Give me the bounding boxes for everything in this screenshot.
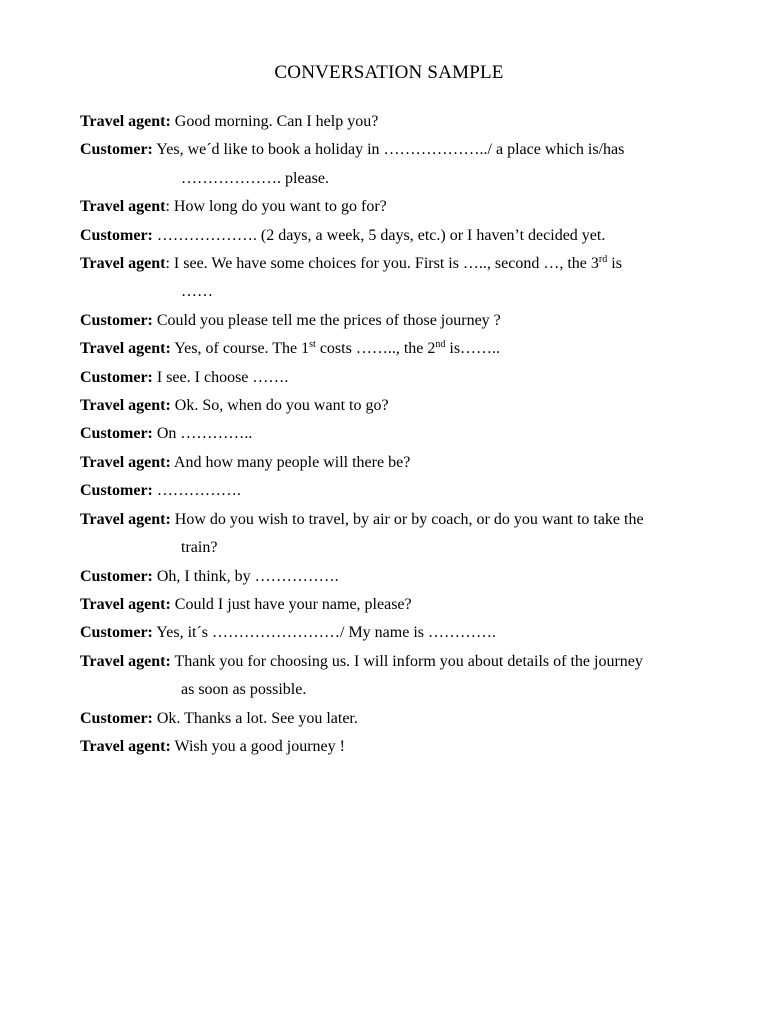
dialogue-turn <box>80 733 720 761</box>
speaker-label: Travel agent <box>80 255 166 273</box>
dialogue-turn <box>80 477 720 505</box>
dialogue-text: : How long do you want to go for? <box>165 198 387 216</box>
dialogue-turn <box>80 108 720 136</box>
dialogue-text: Ok. So, when do you want to go? <box>170 397 389 415</box>
dialogue-turn <box>80 506 720 563</box>
dialogue-text: Thank you for choosing us. I will inform you about details of the journey <box>170 652 643 670</box>
dialogue-text: : I see. We have some choices for you. First is ….., second …, the 3 <box>165 255 599 273</box>
speaker-label: Travel agent: <box>80 510 171 528</box>
speaker-label: Customer: <box>80 141 153 159</box>
dialogue-turn <box>80 648 720 705</box>
dialogue-text: Could you please tell me the prices of those journey ? <box>152 311 501 329</box>
dialogue-continuation: ………………. please. <box>181 169 329 187</box>
speaker-label: Travel agent: <box>80 397 171 415</box>
dialogue-turn <box>80 364 720 392</box>
dialogue-turn <box>80 250 720 307</box>
dialogue-text: Oh, I think, by ……………. <box>152 567 339 585</box>
dialogue-text: Good morning. Can I help you? <box>170 113 379 130</box>
ordinal-suffix: st <box>309 339 316 351</box>
dialogue-turn <box>80 420 720 448</box>
dialogue-turn <box>80 222 720 250</box>
speaker-label: Travel agent: <box>80 737 171 755</box>
speaker-label: Customer: <box>80 368 153 386</box>
dialogue-turn <box>80 449 720 477</box>
speaker-label: Customer: <box>80 311 153 329</box>
dialogue-text: Ok. Thanks a lot. See you later. <box>152 709 358 727</box>
dialogue-turn <box>80 591 720 619</box>
dialogue-text: Wish you a good journey ! <box>170 737 345 755</box>
dialogue-text: Yes, we´d like to book a holiday in ………………../ a place which is/has <box>152 141 625 159</box>
dialogue-text: Yes, of course. The 1 <box>170 340 310 358</box>
ordinal-suffix: rd <box>598 254 608 266</box>
speaker-label: Customer: <box>80 709 153 727</box>
dialogue-turn <box>80 136 720 193</box>
dialogue-turn <box>80 619 720 647</box>
dialogue-text: ………………. (2 days, a week, 5 days, etc.) or I haven’t decided yet. <box>152 226 606 244</box>
dialogue-text: costs …….., the 2 <box>315 340 436 358</box>
dialogue-turn <box>80 335 720 363</box>
dialogue-text: Yes, it´s ……………………/ My name is …………. <box>152 624 496 642</box>
dialogue-turn <box>80 392 720 420</box>
dialogue-text: And how many people will there be? <box>170 453 411 471</box>
dialogue-text: I see. I choose ……. <box>152 368 289 386</box>
speaker-label: Travel agent: <box>80 113 171 130</box>
dialogue-turn <box>80 563 720 591</box>
speaker-label: Customer: <box>80 567 153 585</box>
speaker-label: Travel agent: <box>80 652 171 670</box>
dialogue-turn <box>80 307 720 335</box>
conversation-body <box>80 108 720 761</box>
dialogue-continuation: train? <box>181 539 218 557</box>
speaker-label: Customer: <box>80 482 153 500</box>
speaker-label: Travel agent <box>80 198 166 216</box>
dialogue-text: is <box>607 255 622 273</box>
dialogue-turn <box>80 705 720 733</box>
dialogue-continuation: …… <box>181 283 213 301</box>
dialogue-text: On ………….. <box>152 425 253 443</box>
speaker-label: Customer: <box>80 425 153 443</box>
dialogue-text: Could I just have your name, please? <box>170 595 412 613</box>
speaker-label: Travel agent: <box>80 453 171 471</box>
ordinal-suffix: nd <box>435 339 446 351</box>
speaker-label: Customer: <box>80 226 153 244</box>
dialogue-text: How do you wish to travel, by air or by coach, or do you want to take the <box>170 510 644 528</box>
speaker-label: Travel agent: <box>80 595 171 613</box>
dialogue-text: is…….. <box>445 340 501 358</box>
speaker-label: Customer: <box>80 624 153 642</box>
speaker-label: Travel agent: <box>80 340 171 358</box>
dialogue-continuation: as soon as possible. <box>181 681 307 699</box>
dialogue-turn <box>80 193 720 221</box>
dialogue-text: ……………. <box>152 482 241 500</box>
page-title: CONVERSATION SAMPLE <box>274 62 504 83</box>
